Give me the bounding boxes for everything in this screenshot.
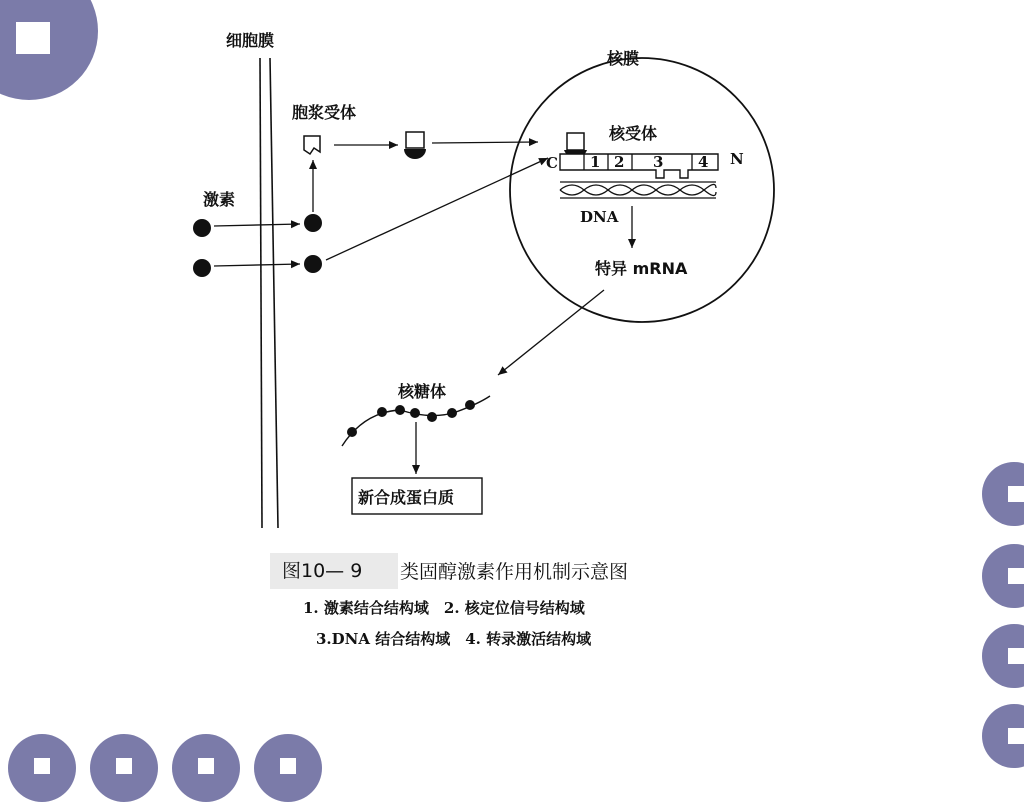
nuclear-receptor-complex: [567, 133, 584, 150]
n-terminal-label: N: [730, 150, 744, 168]
hormone-molecule: [193, 259, 211, 277]
domain-3-label: 3: [653, 153, 664, 171]
receptor-hormone-complex-bound: [404, 149, 426, 159]
mrna-label: 特异 mRNA: [595, 259, 688, 278]
figure-title: 类固醇激素作用机制示意图: [400, 561, 629, 583]
hormone-molecule: [304, 255, 322, 273]
direct-nuclear-arrow: [326, 158, 548, 260]
figure-number: 图10— 9: [270, 553, 398, 589]
cell-membrane-line-left: [260, 58, 262, 528]
cytoplasmic-receptor: [304, 136, 320, 154]
domain-2-label: 2: [614, 153, 625, 171]
hormone-molecule: [304, 214, 322, 232]
domain-1-label: 1: [590, 153, 601, 171]
entry-arrow: [214, 224, 300, 226]
entry-arrow: [214, 264, 300, 266]
legend-line-2: 3.DNA 结合结构域 4. 转录激活结构域: [316, 630, 592, 648]
hormone-label: 激素: [203, 190, 236, 209]
receptor-hormone-complex: [406, 132, 424, 148]
legend-line-1: 1. 激素结合结构域 2. 核定位信号结构域: [303, 599, 585, 617]
dna-label: DNA: [580, 208, 619, 226]
nuclear-membrane-label: 核膜: [607, 49, 640, 68]
domain-4-label: 4: [698, 153, 709, 171]
dna-helix: [560, 182, 716, 198]
nuclear-receptor-label: 核受体: [609, 124, 658, 143]
hormone-molecule: [193, 219, 211, 237]
cell-membrane-line-right: [270, 58, 278, 528]
c-terminal-label: C: [546, 154, 558, 172]
nuclear-import-arrow: [432, 142, 538, 143]
cytoplasmic-receptor-label: 胞浆受体: [292, 103, 357, 122]
ribosome-label: 核糖体: [398, 382, 447, 401]
ribosome-dots: [347, 400, 475, 437]
new-protein-label: 新合成蛋白质: [358, 488, 455, 507]
export-arrow: [498, 290, 604, 375]
cell-membrane-label: 细胞膜: [226, 31, 275, 50]
nucleus: [510, 58, 774, 322]
